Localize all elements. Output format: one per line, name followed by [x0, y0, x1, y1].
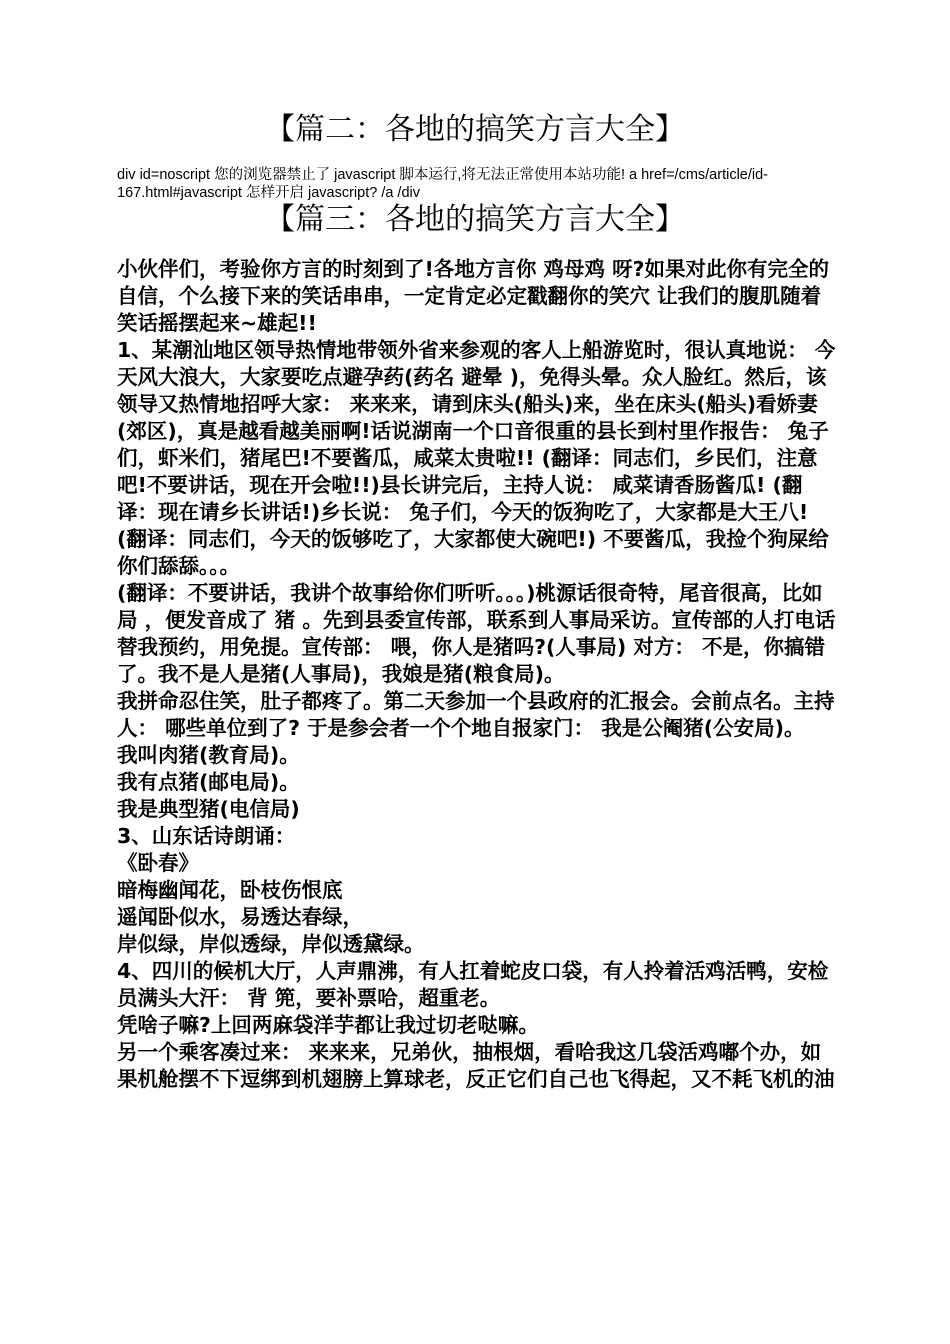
paragraph-joke-1: 1、某潮汕地区领导热情地带领外省来参观的客人上船游览时，很认真地说： 今天风大浪大，大家要吃点避孕药(药名 避晕 )，免得头晕。众人脸红。然后，该领导又热情地招呼大家： 来来来，请到床头(船头)来，坐在床头(船头)看娇妻(郊区)，真是越看越美丽啊!话说湖南一个口音很重的县长到村里作报告： 兔子们，虾米们，猪尾巴!不要酱瓜，咸菜太贵啦!! (翻译：同志们，乡民们，注意吧!不要讲话，现在开会啦!!)县长讲完后，主持人说： 咸菜请香肠酱瓜! (翻译：现在请乡长讲话!)乡长说： 兔子们，今天的饭狗吃了，大家都是大王八! (翻译：同志们，今天的饭够吃了，大家都使大碗吧!) 不要酱瓜，我捡个狗屎给你们舔舔。。。: [117, 338, 836, 578]
section-heading-2: 【篇二：各地的搞笑方言大全】: [265, 112, 685, 147]
paragraph-line: 我是典型猪(电信局): [117, 797, 300, 821]
paragraph-joke-2b: 我拼命忍住笑，肚子都疼了。第二天参加一个县政府的汇报会。会前点名。主持人： 哪些单位到了? 于是参会者一个个地自报家门： 我是公阉猪(公安局)。: [117, 689, 835, 740]
poem-line: 暗梅幽闻花，卧枝伤恨底: [117, 878, 343, 902]
section-heading-3: 【篇三：各地的搞笑方言大全】: [265, 202, 685, 237]
paragraph-intro: 小伙伴们，考验你方言的时刻到了!各地方言你 鸡母鸡 呀?如果对此你有完全的自信，个么接下来的笑话串串，一定肯定必定戳翻你的笑穴 让我们的腹肌随着笑话摇摆起来~雄起!!: [117, 257, 830, 335]
poem-line: 遥闻卧似水，易透达春绿，: [117, 905, 363, 929]
paragraph-joke-3-title: 3、山东话诗朗诵：: [117, 824, 296, 848]
paragraph-line: 另一个乘客凑过来： 来来来，兄弟伙，抽根烟，看哈我这几袋活鸡嘟个办，如果机舱摆不下逗绑到机翅膀上算球老，反正它们自己也飞得起，又不耗飞机的油: [117, 1040, 835, 1091]
noscript-notice: div id=noscript 您的浏览器禁止了 javascript 脚本运行,将无法正常使用本站功能! a href=/cms/article/id-167.html#javascript 怎样开启 javascript? /a /div: [117, 167, 769, 201]
paragraph-line: 凭啥子嘛?上回两麻袋洋芋都让我过切老哒嘛。: [117, 1013, 539, 1037]
paragraph-line: 我叫肉猪(教育局)。: [117, 743, 300, 767]
article-body: [117, 256, 841, 1093]
paragraph-joke-2: (翻译：不要讲话，我讲个故事给你们听听。。。)桃源话很奇特，尾音很高，比如 局 ，便发音成了 猪 。先到县委宣传部，联系到人事局采访。宣传部的人打电话替我预约，用免提。宣传部： 喂，你人是猪吗?(人事局) 对方： 不是，你搞错了。我不是人是猪(人事局)，我娘是猪(粮食局)。: [117, 581, 836, 686]
paragraph-line: 我有点猪(邮电局)。: [117, 770, 300, 794]
poem-title: 《卧春》: [117, 851, 199, 875]
paragraph-joke-4: 4、四川的候机大厅，人声鼎沸，有人扛着蛇皮口袋，有人拎着活鸡活鸭，安检员满头大汗： 背 篼，要补票哈，超重老。: [117, 959, 829, 1010]
poem-line: 岸似绿，岸似透绿，岸似透黛绿。: [117, 932, 425, 956]
